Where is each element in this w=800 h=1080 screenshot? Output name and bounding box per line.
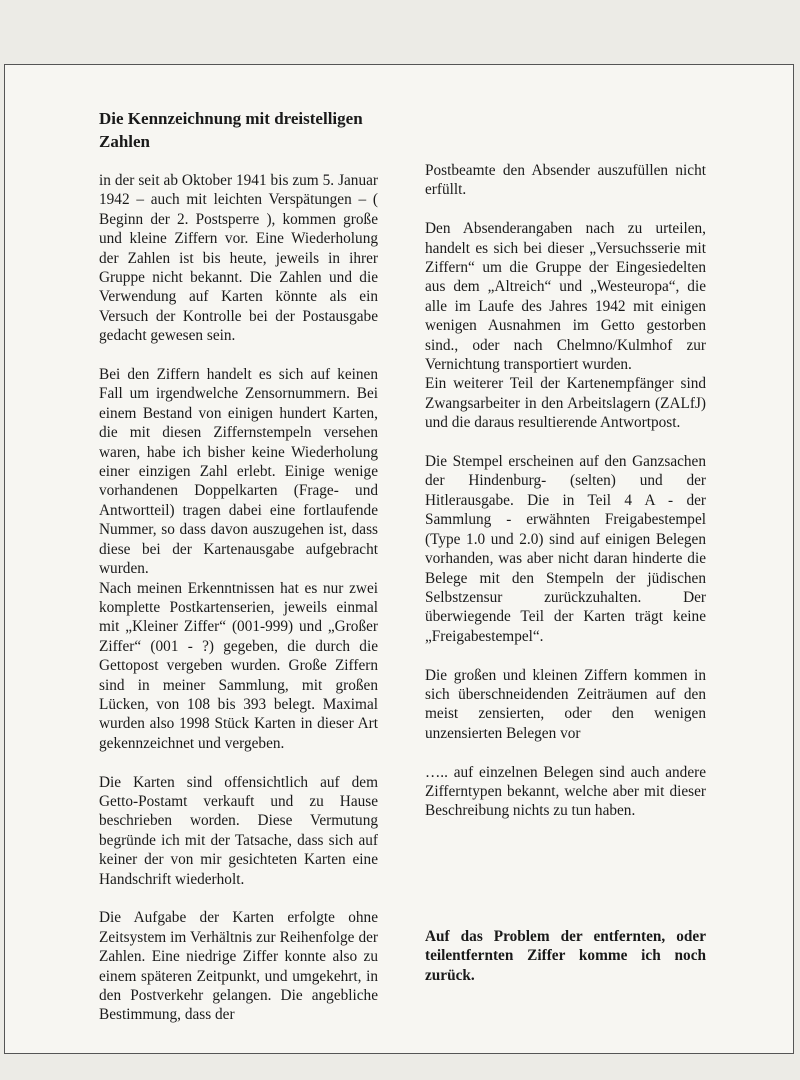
right-column <box>425 161 706 985</box>
paragraph: ….. auf einzelnen Belegen sind auch andere Zifferntypen bekannt, welche aber mit dieser Beschreibung nichts zu tun haben. <box>425 763 706 820</box>
paragraph: Nach meinen Erkenntnissen hat es nur zwei komplette Postkartenserien, jeweils einmal mit „Kleiner Ziffer“ (001-999) und „Großer Ziffer“ (001 - ?) gegeben, die durch die Gettopost vergeben wurden. Große Ziffern sind in meiner Sammlung, mit großen Lücken, von 108 bis 393 belegt. Maximal wurden also 1998 Stück Karten in dieser Art gekennzeichnet und vergeben. <box>99 579 378 752</box>
page-title: Die Kennzeichnung mit dreistelligen Zahlen <box>99 109 363 151</box>
paragraph: Die Stempel erscheinen auf den Ganzsachen der Hindenburg- (selten) und der Hitlerausgabe. Die in Teil 4 A - der Sammlung - erwähnten Freigabestempel (Type 1.0 und 2.0) sind auf einigen Belegen vorhanden, was aber nicht daran hinderte die Belege mit den Stempeln der jüdischen Selbstzensur zurückzuhalten. Der überwiegende Teil der Karten trägt keine „Freigabestempel“. <box>425 453 706 645</box>
left-column <box>99 171 378 1025</box>
paragraph: Die Aufgabe der Karten erfolgte ohne Zeitsystem im Verhältnis zur Reihenfolge der Zahlen. Eine niedrige Ziffer konnte also zu einem späteren Zeitpunkt, und umgekehrt, in den Postverkehr gelangen. Die angebliche Bestimmung, dass der <box>99 909 378 1024</box>
paragraph: Postbeamte den Absender auszufüllen nicht erfüllt. <box>425 162 706 199</box>
album-page <box>4 64 794 1054</box>
paragraph: Den Absenderangaben nach zu urteilen, handelt es sich bei dieser „Versuchsserie mit Ziffern“ um die Gruppe der Eingesiedelten aus dem „Altreich“ und „Westeuropa“, die alle im Laufe des Jahres 1942 mit einigen wenigen Ausnahmen im Getto gestorben sind., oder nach Chelmno/Kulmhof zur Vernichtung transportiert wurden. <box>425 220 706 374</box>
paragraph: Ein weiterer Teil der Kartenempfänger sind Zwangsarbeiter in den Arbeitslagern (ZALfJ) und die daraus resultierende Antwortpost. <box>425 375 706 432</box>
paragraph: in der seit ab Oktober 1941 bis zum 5. Januar 1942 – auch mit leichten Verspätungen – ( Beginn der 2. Postsperre ), kommen große und kleine Ziffern vor. Eine Wiederholung der Zahlen ist bis heute, jeweils in ihrer Gruppe nicht bekannt. Die Zahlen und die Verwendung auf Karten könnte als ein Versuch der Kontrolle bei der Postausgabe gedacht gewesen sein. <box>99 172 378 345</box>
paragraph: Bei den Ziffern handelt es sich auf keinen Fall um irgendwelche Zensornummern. Bei einem Bestand von einigen hundert Karten, die mit diesen Ziffernstempeln versehen waren, habe ich bisher keine Wiederholung einer einzigen Zahl erlebt. Einige wenige vorhandenen Doppelkarten (Frage- und Antwortteil) tragen dabei eine fortlaufende Nummer, so dass davon auszugehen ist, dass diese bei der Kartenausgabe aufgebracht wurden. <box>99 366 378 578</box>
spacer <box>425 821 706 927</box>
closing-note: Auf das Problem der entfernten, oder teilentfernten Ziffer komme ich noch zurück. <box>425 927 706 984</box>
paragraph: Die Karten sind offensichtlich auf dem Getto-Postamt verkauft und zu Hause beschrieben worden. Diese Vermutung begründe ich mit der Tatsache, dass sich auf keiner der von mir gesichteten Karten eine Handschrift wiederholt. <box>99 773 378 888</box>
paragraph: Die großen und kleinen Ziffern kommen in sich überschneidenden Zeiträumen auf den meist zensierten, oder den wenigen unzensierten Belegen vor <box>425 666 706 742</box>
